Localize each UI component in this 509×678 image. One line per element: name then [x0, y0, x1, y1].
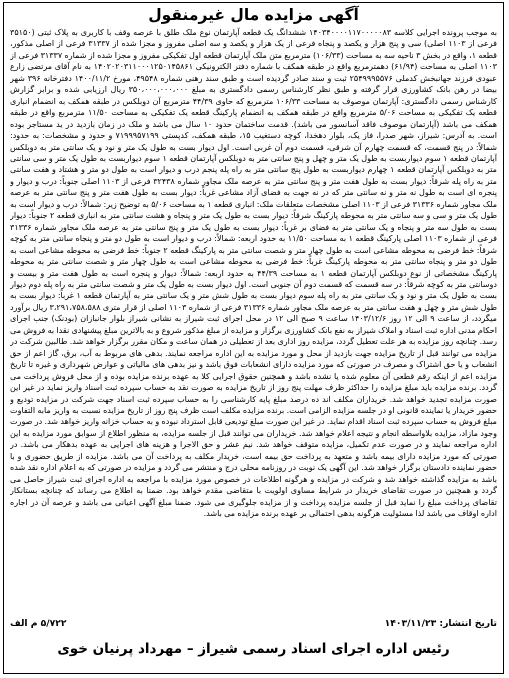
publication-footer: [10, 617, 497, 630]
publication-date-label: تاریخ انتشار:: [439, 618, 497, 629]
auction-notice: [3, 2, 504, 674]
publication-date: [385, 617, 497, 630]
signature-line: رئیس اداره اجرای اسناد رسمی شیراز – مهرداد پرنیان خوی: [57, 641, 450, 657]
notice-body: به موجب پرونده اجرایی کلاسه ۱۴۰۳۴۰۰۰۰۱۱۷۰۰۰۰۰۸۳ ششدانگ یک قطعه آپارتمان نوع ملک طلق با عرصه وقف با کاربری به پلاک ثبتی (۳۵۱۵۰ فرعی از ۱۱۰۳ اصلی) سی و پنج هزار و یکصد و پنجاه فرعی از یک هزار و یکصد و سه اصلی مفروز و مجزا شده از ۳۱۳۳۷ فرعی از اصلی مذکور، قطعه ۱، واقع در بخش ۳ ناحیه سه به مساحت (۱۰۶/۳۳) مترمربع متن ملک آپارتمان قطعه اول تفکیکی مفروز و مجزا شده از شماره ۳۱۳۳۷ فرعی از ۱۱۰۳ اصلی به مساحت (۶۱/۹۴) دهمترمربع واقع در طبقه همکف با شماره دفتر الکترونیکی ۱۴۰۲۰۲۰۳۱۱۰۰۰۱۲۵۰۱۴۵۸۶۱ به نام آقای مرتضی زارع عبودی فرزند جهانبخش کدملی ۲۵۴۹۹۹۵۵۷۶ ثبت و سند صادر گردیده است و طبق سند رهنی شماره ۴۹۵۴۸، مورخ ۱۴۰۰/۱۱/۲ دفترخانه ۳۹۶ شهر بیضا در رهن بانک کشاورزی قرار گرفته و طبق نظر کارشناس رسمی دادگستری به مبلغ ۳۵۰،۰۰۰،۰۰۰،۰۰۰ ریال ارزیابی شده و برابر گزارش کارشناس رسمی دادگستری: آپارتمان موصوف به مساحت ۱۰۶/۳۳ مترمربع که حاوی ۴۴/۳۹ مترمربع آن دوبلکس در طبقه همکف به انضمام انباری قطعه یک تفکیکی به مساحت ۵/۰۶ مترمربع واقع در طبقه همکف به انضمام پارکینگ قطعه یک تفکیکی به مساحت ۱۱/۵۰ مترمربع واقع در طبقه همکف می باشد (آپارتمان موصوف فاقد آسانسور می باشد). قدمت ساختمان حدود ۱۰ سال می باشد و ملک در زمان بازدید در ید مستاجر بوده است. به آدرس: شیراز، شهر صدرا، فاز یک، بلوار دهخدا، کوچه دستغیب ۱۵، طبقه همکف، کدپستی ۷۱۹۹۹۵۷۱۹۹ و حدود و مشخصات: به حدود: شمالاً: در پنج قسمت، که قسمت چهارم آن شرقی، قسمت دوم آن غربی است. اول دیوار بست به طول یک متر و نود و یک سانتی متر به دوبلکس آپارتمان قطعه ۱ سوم دیواربست به طول یک متر و چهل و پنج سانتی متر به دوبلکس آپارتمان قطعه ۱ سوم دیواربست به طول یک متر و سی سانتی متر به دوبلکس آپارتمان قطعه ۱ چهارم دیواربست به طول پنج سانتی متر به راه پله پنجم درب و دیوار است به طول دو متر و هشتاد و هفت سانتی متر به راه پله شرقاً: دیوار بست به طول هفت متر و پنج سانتی متر به عرصه ملک مجاور شماره ۳۲۴۳۸ فرعی از ۱۱۰۳ اصلی جنوباً: درب و دیوار و پنجره ای است به طول نه متر و نه سانتی متر که در نه جهت به فضای آزاد مشاعی غرباً: دیوار بست به طول هفت متر و پنج سانتی متر به عرصه ملک مجاور شماره ۳۱۳۳۶ فرعی از ۱۱۰۳ اصلی مشخصات متعلقات ملک: انباری قطعه ۱ به مساحت ۵/۰۶ به توضیح زیر: شمالاً: درب و دیوار است به طول یک متر و سی و سه سانتی متر به محوطه پارکینگ شرقاً: دیوار بست به طول یک متر و پنجاه و هشت سانتی متر به انباری قطعه ۲ جنوباً: دیوار بست به طول سه متر و پنجاه و یک سانتی متر به فضای بر غرباً: دیوار بست به طول یک متر و پنج سانتی متر به عرصه ملک مجاور شماره ۳۱۳۳۶ فرعی از شماره ۱۱۰۳ اصلی پارکینگ قطعه ۱ به مساحت ۱۱/۵۰ به حدود اربعه: شمالاً: درب و دیوار است به طول دو متر و پنجاه سانتی متر به کوچه شرقاً: خط فرضی به محوطه مشاعی است به طول چهار متر و شصت سانتی متر به پارکینگ قطعه ۲ جنوباً: خط فرضی به محوطه مشاعی است به طول دو متر و پنجاه سانتی متر به محوطه پارکینگ غرباً: خط فرضی به محوطه مشاعی است به طول چهار متر و شصت سانتی متر به محوطه پارکینگ مشخصاتی از نوع دوبلکس آپارتمان قطعه ۱ به مساحت ۴۴/۳۹ به حدود اربعه: شمالاً: دیوار و پنجره است به طول هفت متر و بیست و دوسانتی متر به کوچه شرقاً: در سه قسمت که قسمت دوم آن جنوبی است. اول دیوار بست به طول یک متر و شصت سانتی متر به راه پله دوم دیوار بست به طول یک متر و نود و یک سانتی متر به راه پله سوم دیوار بست به طول شش متر و یک سانتی متر به آپارتمان قطعه ۱ غرباً: دیوار بست به طول شش متر و چهل و هفت سانتی متر به عرصه ملک مجاور شماره ۳۱۳۳۶ فرعی از شماره ۱۱۰۳ اصلی از قرار متری ۳،۲۹۱،۷۵۸،۵۸۸ ریال برآورد میگردد، از ساعت ۹ الی ۱۲ روز ۱۴۰۳/۱۲/۶ ساعت ۹ صبح الی ۱۲ در محل اجرای ثبت شیراز به نشانی شیراز بلوار جانبازان (بودنک) جنب اجرای احکام مدنی اداره ثبت اسناد و املاک شیراز به نفع بانک کشاورزی برگزار و مزایده از مبلغ مذکور شروع و به بالاترین مبلغ پیشنهادی نقدا به فروش می رسد. چنانچه روز مزایده به هر علت تعطیل گردد، مزایده روز اداری بعد از تعطیلی در همان ساعت و مکان مقرر برگزار خواهد شد. طالبین شرکت در مزایده می توانند قبل از تاریخ مزایده جهت بازدید از محل و مورد مزایده به این اداره مراجعه نمایند. بدهی های مربوط به آب، برق، گاز اعم از حق انشعاب و یا حق اشتراک و مصرف در صورتی که مورد مزایده دارای انشعابات فوق باشد و نیز بدهی های مالیاتی و عوارض شهرداری و غیره تا تاریخ مزایده اعم از اینکه رقم قطعی آن معلوم شده یا نشده باشد و همچنین حقوق اجرایی کلا به عهده برنده مزایده بوده و از محل فروش پرداخت می گردد. برنده مزایده باید مبلغ مزایده را حداکثر ظرف مهلت پنج روز از تاریخ مزایده به صورت نقد به حساب سپرده ثبت اسناد واریز نماید در غیر این صورت مزایده تجدید خواهد شد. خریداران مکلف اند ده درصد مبلغ پایه کارشناسی را به حساب سپرده ثبت اسناد جهت شرکت در مزایده تودیع و حضور خریدار یا نماینده قانونی او در جلسه مزایده الزامی است. برنده مزایده مکلف است ظرف پنج روز از تاریخ مزایده نسبت به واریز مابه التفاوت مبلغ فروش به حساب سپرده ثبت اسناد اقدام نماید. در غیر این صورت مبلغ تودیعی قابل استرداد نبوده و به حساب خزانه واریز خواهد شد. در صورت وجود مازاد، مزایده بلاواسطه انجام و نتیجه اعلام خواهد شد. خریداران می توانند قبل از جلسه مزایده، به منظور اطلاع از سوابق مورد مزایده به این اداره مراجعه نمایند و در صورت عدم تکمیل، مزایده متوقف خواهد شد. نیم عشر و حق الاجرا و هزینه های اجرایی به عهده بدهکار می باشد. در صورتی که مورد مزایده دارای بیمه باشد و متعهد به پرداخت حق بیمه است، خریدار مکلف به پرداخت آن می باشد. مزایده از طریق حضوری و با حضور نماینده دادستان برگزار خواهد شد. این آگهی یک نوبت در روزنامه محلی درج و منتشر می گردد و مزایده در صورتی که به اعلام اداره نقد شده باشد به مزایده گذاشته خواهد شد و شرکت در مزایده و هرگونه اطلاعات در خصوص مورد مزایده با مراجعه به اداره اجرای ثبت شیراز حاصل می گردد و همچنین در صورت تقاضای خریدار در شرایط مساوی اولویت با متقاضی مقدم خواهد بود. ضمنا به اطلاع می رساند که چنانچه بستانکار تقاضای پرداخت مبلغ را نماید قبل از جلسه مزایده پرداخت و از مزایده جلوگیری می شود. ضمنا مبلغ آگهی اعیانی می باشد و عرصه آن در اجاره اداره اوقاف می باشد لذا مسئولیت هرگونه بدهی احتمالی بر عهده برنده مزایده می باشد.: [10, 28, 497, 519]
notice-title: آگهی مزایده مال غیرمنقول: [148, 6, 359, 24]
reference-code: ۵/۷۲۲ م الف: [10, 618, 67, 629]
publication-date-value: ۱۴۰۳/۱۱/۲۳: [384, 618, 437, 629]
